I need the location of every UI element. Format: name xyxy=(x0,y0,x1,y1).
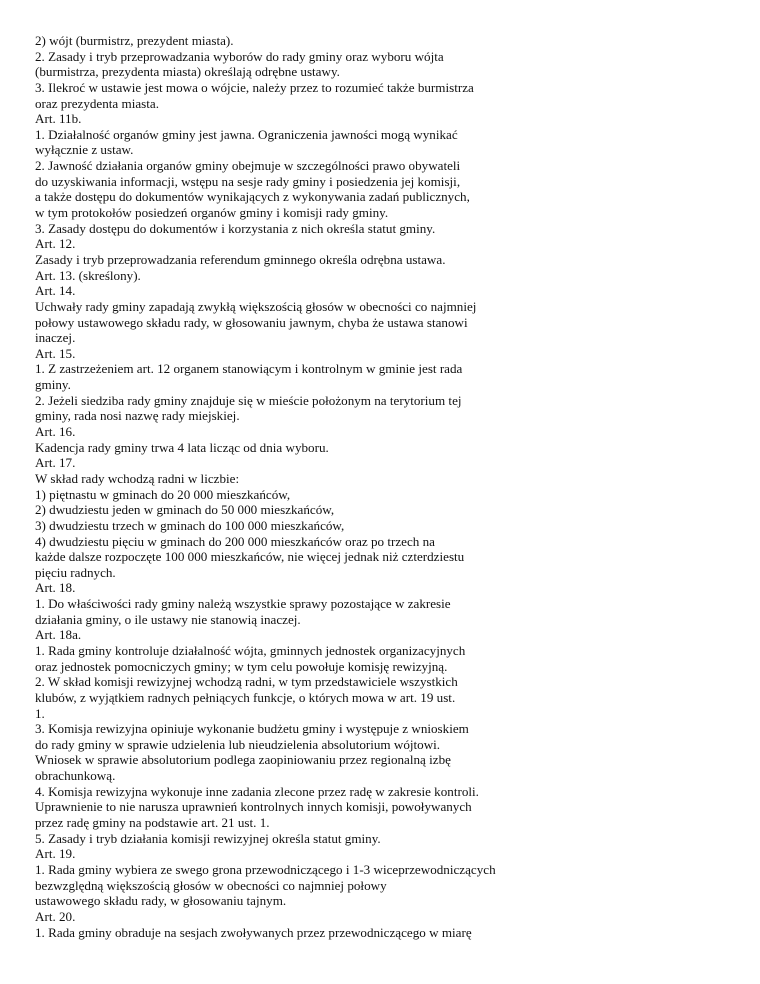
text-line: 4. Komisja rewizyjna wykonuje inne zadania zlecone przez radę w zakresie kontroli. xyxy=(35,783,479,799)
text-line: inaczej. xyxy=(35,330,76,346)
text-line: 1. Do właściwości rady gminy należą wszystkie sprawy pozostające w zakresie xyxy=(35,596,451,612)
article-heading: Art. 17. xyxy=(35,455,76,471)
text-line: 1. Rada gminy obraduje na sesjach zwoływanych przez przewodniczącego w miarę xyxy=(35,924,472,940)
article-heading: Art. 11b. xyxy=(35,111,82,127)
article-heading: Art. 15. xyxy=(35,345,76,361)
text-line: (burmistrza, prezydenta miasta) określają odrębne ustawy. xyxy=(35,64,340,80)
text-line: każde dalsze rozpoczęte 100 000 mieszkańców, nie więcej jednak niż czterdziestu xyxy=(35,549,465,565)
text-line: 2) wójt (burmistrz, prezydent miasta). xyxy=(35,33,234,48)
text-line: 1. Rada gminy kontroluje działalność wójta, gminnych jednostek organizacyjnych xyxy=(35,642,466,658)
text-line: 1. xyxy=(35,705,45,721)
text-line: W skład rady wchodzą radni w liczbie: xyxy=(35,470,240,486)
text-line: obrachunkową. xyxy=(35,768,116,784)
text-line: Wniosek w sprawie absolutorium podlega zaopiniowaniu przez regionalną izbę xyxy=(35,752,451,768)
text-line: bezwzględną większością głosów w obecności co najmniej połowy xyxy=(35,877,387,893)
text-line: 1. Rada gminy wybiera ze swego grona przewodniczącego i 1-3 wiceprzewodniczących xyxy=(35,861,496,877)
text-line: działania gminy, o ile ustawy nie stanowią inaczej. xyxy=(35,611,301,627)
text-line: 1. Z zastrzeżeniem art. 12 organem stanowiącym i kontrolnym w gminie jest rada xyxy=(35,361,463,377)
text-line: 3. Komisja rewizyjna opiniuje wykonanie budżetu gminy i występuje z wnioskiem xyxy=(35,721,469,737)
text-line: 2. W skład komisji rewizyjnej wchodzą radni, w tym przedstawiciele wszystkich xyxy=(35,674,458,690)
text-line: 3. Zasady dostępu do dokumentów i korzystania z nich określa statut gminy. xyxy=(35,220,436,236)
text-line: pięciu radnych. xyxy=(35,564,116,580)
text-line: Uchwały rady gminy zapadają zwykłą większością głosów w obecności co najmniej xyxy=(35,298,477,314)
article-heading: Art. 18. xyxy=(35,580,76,596)
text-line: w tym protokołów posiedzeń organów gminy i komisji rady gminy. xyxy=(35,205,389,221)
text-line: wyłącznie z ustaw. xyxy=(35,142,134,158)
text-line: 2) dwudziestu jeden w gminach do 50 000 mieszkańców, xyxy=(35,502,335,518)
text-line: a także dostępu do dokumentów wynikających z wykonywania zadań publicznych, xyxy=(35,189,470,205)
text-line: gminy. xyxy=(35,377,71,393)
text-line: 3) dwudziestu trzech w gminach do 100 000 mieszkańców, xyxy=(35,517,345,533)
text-line: do rady gminy w sprawie udzielenia lub nieudzielenia absolutorium wójtowi. xyxy=(35,736,441,752)
text-line: 4) dwudziestu pięciu w gminach do 200 000 mieszkańców oraz po trzech na xyxy=(35,533,435,549)
text-line: 1) piętnastu w gminach do 20 000 mieszkańców, xyxy=(35,486,291,502)
text-line: oraz jednostek pomocniczych gminy; w tym celu powołuje komisję rewizyjną. xyxy=(35,658,448,674)
text-line: 2. Jeżeli siedziba rady gminy znajduje się w mieście położonym na terytorium tej xyxy=(35,392,462,408)
text-line: przez radę gminy na podstawie art. 21 ust. 1. xyxy=(35,815,270,831)
text-line: Zasady i tryb przeprowadzania referendum gminnego określa odrębna ustawa. xyxy=(35,251,446,267)
article-heading: Art. 14. xyxy=(35,283,76,299)
text-line: połowy ustawowego składu rady, w głosowaniu jawnym, chyba że ustawa stanowi xyxy=(35,314,468,330)
text-line: do uzyskiwania informacji, wstępu na sesje rady gminy i posiedzenia jej komisji, xyxy=(35,173,461,189)
text-line: 1. Działalność organów gminy jest jawna. Ograniczenia jawności mogą wynikać xyxy=(35,126,458,142)
text-line: gminy, rada nosi nazwę rady miejskiej. xyxy=(35,408,240,424)
article-heading: Art. 20. xyxy=(35,908,76,924)
text-line: Kadencja rady gminy trwa 4 lata licząc od dnia wyboru. xyxy=(35,439,329,455)
text-line: 2. Zasady i tryb przeprowadzania wyborów do rady gminy oraz wyboru wójta xyxy=(35,48,444,64)
document-page xyxy=(35,33,735,940)
text-line: klubów, z wyjątkiem radnych pełniących funkcje, o których mowa w art. 19 ust. xyxy=(35,689,456,705)
text-line: 5. Zasady i tryb działania komisji rewizyjnej określa statut gminy. xyxy=(35,830,381,846)
article-heading: Art. 12. xyxy=(35,236,76,252)
article-heading: Art. 13. (skreślony). xyxy=(35,267,141,283)
text-line: ustawowego składu rady, w głosowaniu tajnym. xyxy=(35,893,287,909)
text-line: 3. Ilekroć w ustawie jest mowa o wójcie, należy przez to rozumieć także burmistrza xyxy=(35,79,474,95)
text-line: oraz prezydenta miasta. xyxy=(35,95,159,111)
article-heading: Art. 16. xyxy=(35,424,76,440)
text-line: 2. Jawność działania organów gminy obejmuje w szczególności prawo obywateli xyxy=(35,158,461,174)
article-heading: Art. 18a. xyxy=(35,627,82,643)
article-heading: Art. 19. xyxy=(35,846,76,862)
text-line: Uprawnienie to nie narusza uprawnień kontrolnych innych komisji, powoływanych xyxy=(35,799,472,815)
